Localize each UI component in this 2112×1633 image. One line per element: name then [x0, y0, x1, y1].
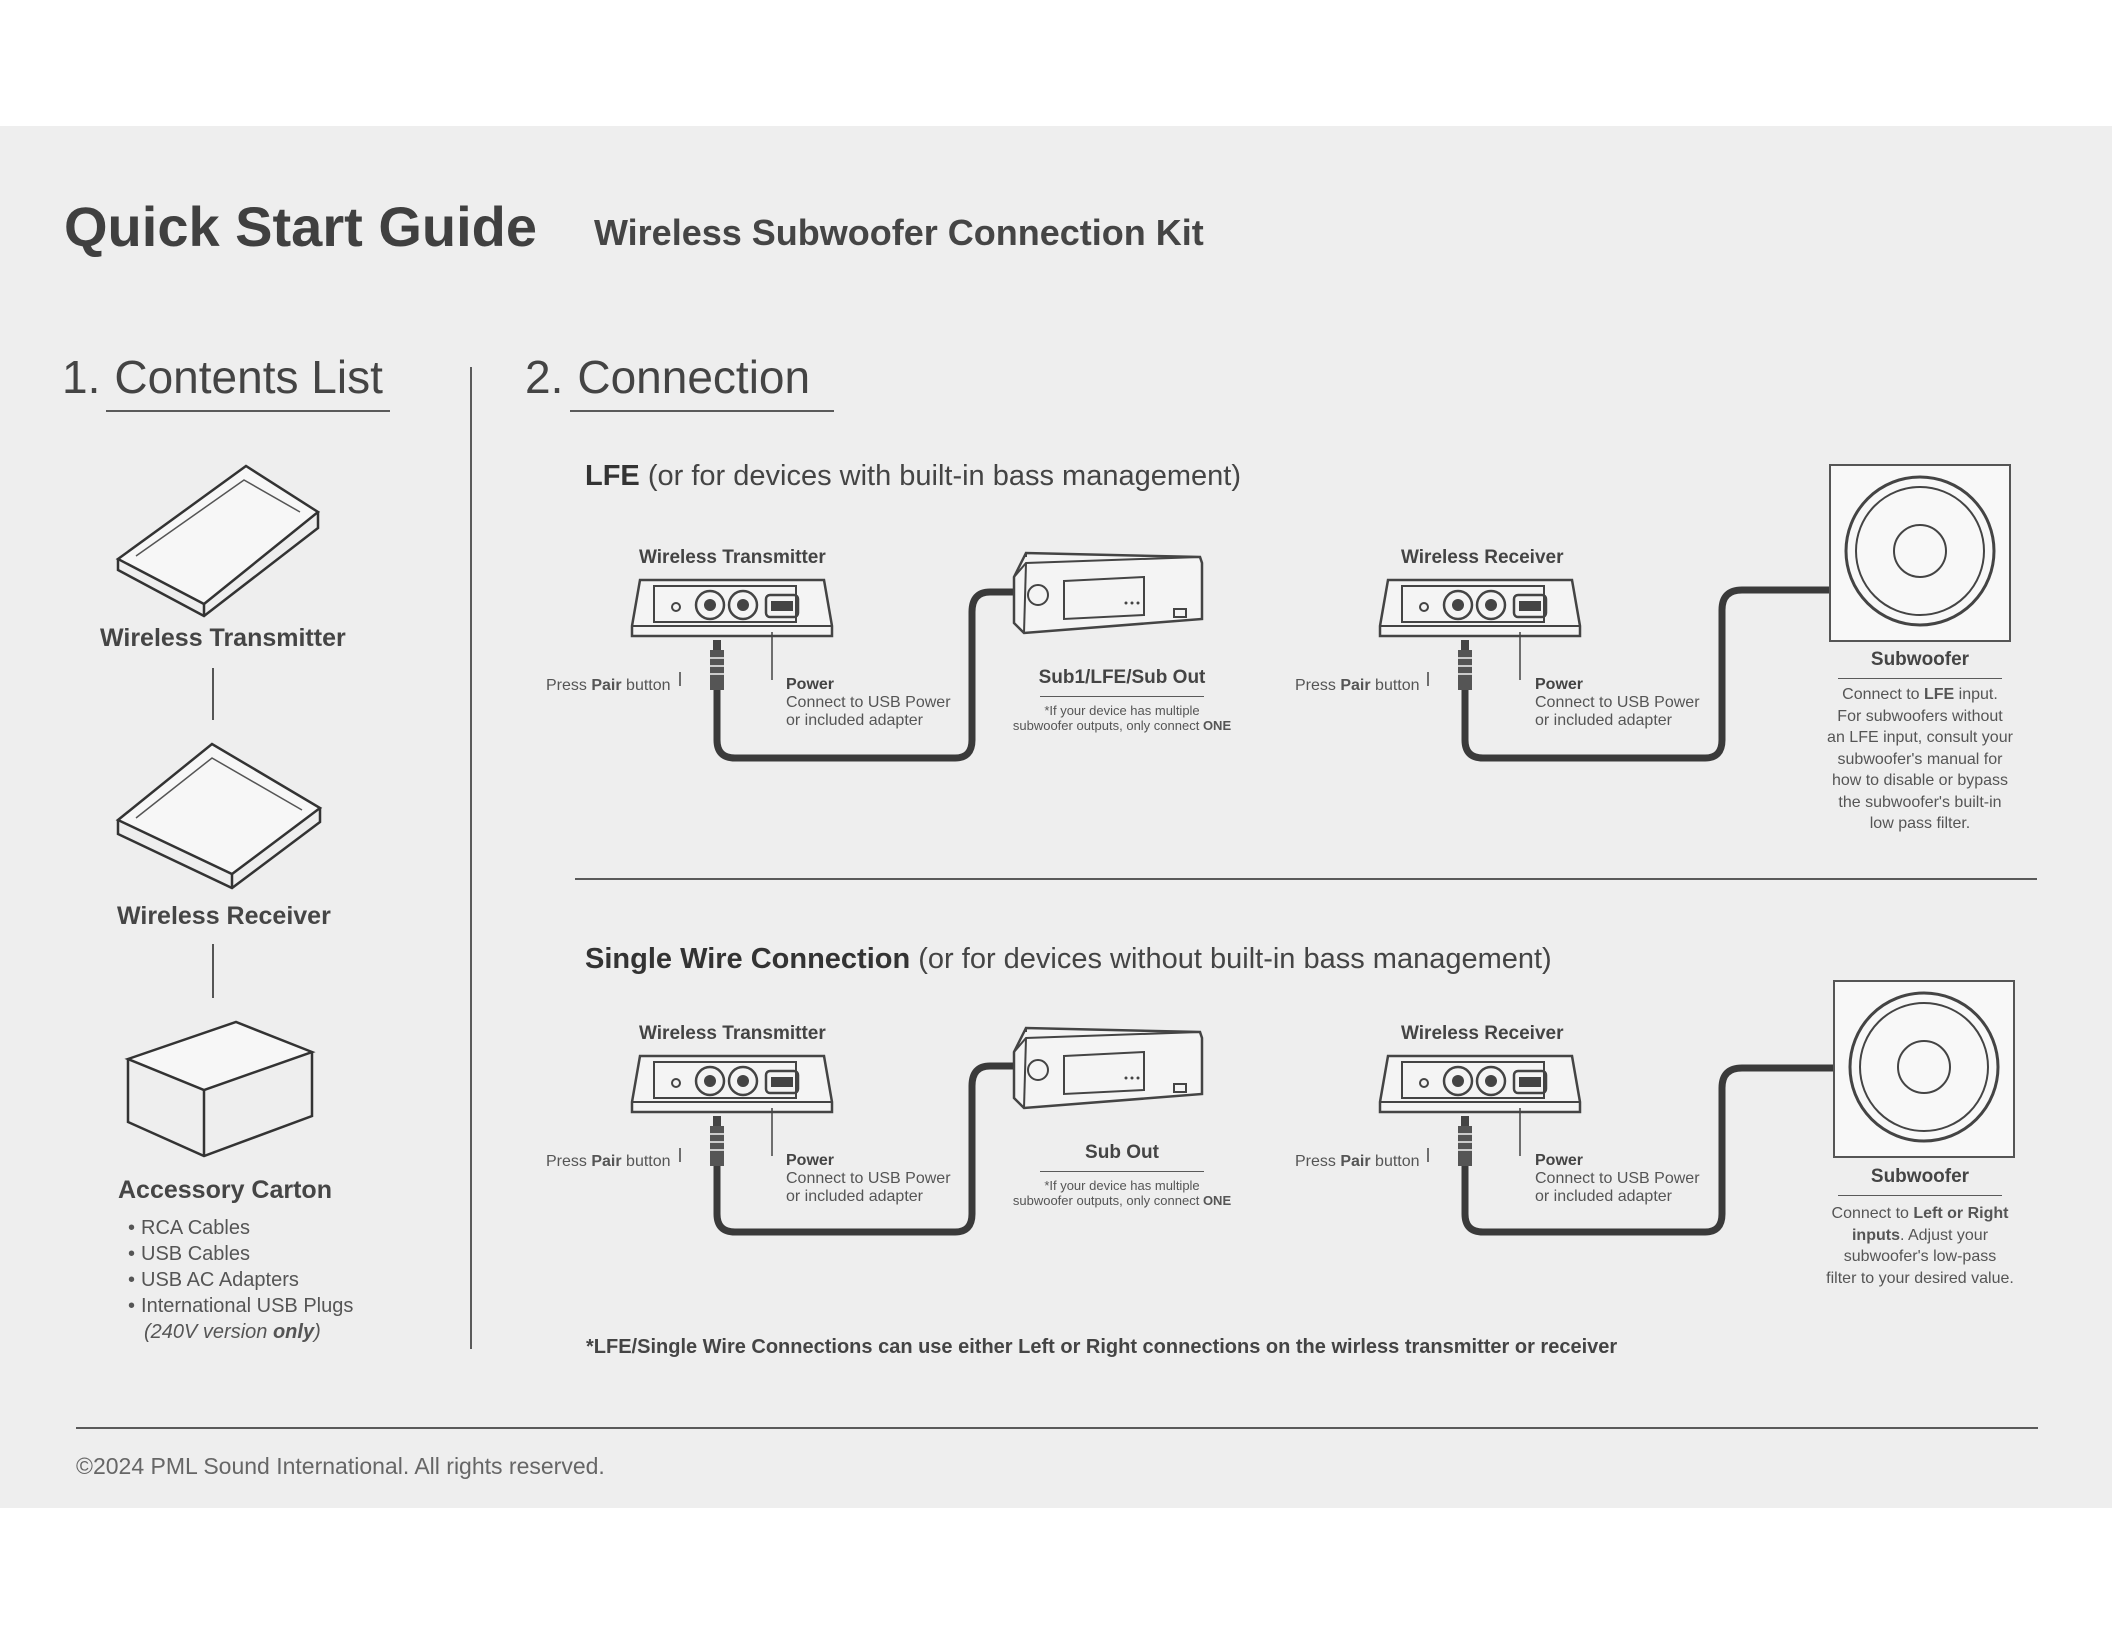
power-label: Power	[1535, 1152, 1584, 1169]
lfe-source-label: Sub1/LFE/Sub Out	[1038, 667, 1206, 688]
list-item: • International USB Plugs	[128, 1293, 353, 1319]
contents-number: 1.	[62, 351, 101, 403]
sub-note-suffix: input.	[1954, 686, 1998, 703]
list-item: • RCA Cables	[128, 1215, 353, 1241]
single-av-receiver-icon	[1014, 1028, 1202, 1108]
copyright-text: ©2024 PML Sound International. All rights reserved.	[76, 1453, 605, 1479]
sub-note-line: an LFE input, consult your	[1827, 729, 2013, 746]
sub-note-line: For subwoofers without	[1837, 707, 2003, 725]
power-line-2: or included adapter	[786, 1188, 923, 1205]
sub-note-line: the subwoofer's built-in	[1838, 793, 2002, 811]
single-subwoofer-icon	[1834, 981, 2014, 1157]
page-title: Quick Start Guide	[64, 195, 537, 258]
press-bold: Pair	[591, 677, 622, 694]
single-subwoofer-label: Subwoofer	[1870, 1166, 1970, 1187]
press-bold: Pair	[1340, 677, 1371, 694]
source-note-bold: ONE	[1202, 718, 1232, 733]
power-line-1: Connect to USB Power	[786, 1170, 951, 1187]
press-suffix: button	[621, 677, 671, 694]
transmitter-item-label: Wireless Transmitter	[100, 624, 346, 652]
sub-note-line: how to disable or bypass	[1831, 772, 2009, 789]
lfe-cables	[717, 590, 1830, 758]
press-prefix: Press	[546, 1153, 592, 1170]
press-prefix: Press	[1295, 677, 1341, 694]
sub-note-line: subwoofer's low-pass	[1843, 1248, 1997, 1265]
connection-title: Connection	[577, 351, 811, 403]
power-label: Power	[786, 676, 835, 693]
sub-note-prefix: Connect to	[1842, 686, 1924, 703]
lfe-transmitter-label: Wireless Transmitter	[639, 547, 826, 568]
receiver-drawing	[118, 744, 320, 888]
lfe-transmitter-icon	[632, 580, 832, 636]
sub-note-line: low pass filter.	[1869, 815, 1971, 832]
list-item: • USB Cables	[128, 1241, 353, 1267]
single-heading-bold: Single Wire Connection	[585, 943, 911, 975]
power-line-2: or included adapter	[786, 712, 923, 729]
single-transmitter-icon	[632, 1056, 832, 1112]
power-line-1: Connect to USB Power	[786, 694, 951, 711]
note-prefix: (240V version	[144, 1321, 273, 1343]
lfe-heading-bold: LFE	[585, 460, 640, 492]
note-emphasis: only	[272, 1321, 315, 1343]
sub-note-line: subwoofer's manual for	[1837, 750, 2003, 768]
lfe-receiver-icon	[1380, 580, 1580, 636]
lfe-subwoofer-label: Subwoofer	[1870, 649, 1970, 670]
press-suffix: button	[621, 1153, 671, 1170]
source-note-1: *If your device has multiple	[1044, 1178, 1200, 1193]
carton-item-label: Accessory Carton	[118, 1176, 332, 1204]
connection-number: 2.	[525, 351, 564, 403]
sub-note-line: filter to your desired value.	[1826, 1269, 2014, 1287]
source-note-2-text: subwoofer outputs, only connect	[1012, 718, 1203, 733]
lfe-tx-rca-plug-icon	[710, 640, 724, 690]
lfe-subwoofer-icon	[1830, 465, 2010, 641]
single-heading-rest: (or for devices without built-in bass management)	[910, 943, 1552, 975]
single-source-label: Sub Out	[1085, 1142, 1159, 1163]
power-line-2: or included adapter	[1535, 712, 1672, 729]
power-label: Power	[1535, 676, 1584, 693]
connection-footnote: *LFE/Single Wire Connections can use either Left or Right connections on the wirless transmitter or receiver	[586, 1336, 1618, 1358]
sub-note-bold-2: inputs	[1851, 1226, 1900, 1244]
press-suffix: button	[1370, 1153, 1420, 1170]
source-note-2-text: subwoofer outputs, only connect	[1012, 1193, 1203, 1208]
power-line-2: or included adapter	[1535, 1188, 1672, 1205]
single-receiver-label: Wireless Receiver	[1401, 1023, 1564, 1044]
list-item: • USB AC Adapters	[128, 1267, 353, 1293]
lfe-heading-rest: (or for devices with built-in bass management)	[639, 460, 1241, 492]
power-line-1: Connect to USB Power	[1535, 694, 1700, 711]
press-prefix: Press	[546, 677, 592, 694]
sub-note-prefix: Connect to	[1831, 1205, 1914, 1222]
note-suffix: )	[314, 1321, 321, 1343]
lfe-receiver-label: Wireless Receiver	[1401, 547, 1564, 568]
lfe-rx-rca-plug-icon	[1458, 640, 1472, 690]
press-bold: Pair	[1340, 1153, 1371, 1170]
transmitter-drawing	[118, 466, 318, 616]
single-receiver-icon	[1380, 1056, 1580, 1112]
sub-note-bold: Left or Right	[1913, 1205, 2009, 1222]
power-line-1: Connect to USB Power	[1535, 1170, 1700, 1187]
lfe-av-receiver-icon	[1014, 553, 1202, 633]
press-suffix: button	[1370, 677, 1420, 694]
carton-drawing	[128, 1022, 312, 1156]
page-subtitle: Wireless Subwoofer Connection Kit	[594, 212, 1204, 253]
sub-note-after: . Adjust your	[1899, 1226, 1989, 1244]
power-label: Power	[786, 1152, 835, 1169]
lfe-leader-lines	[680, 632, 1520, 686]
press-bold: Pair	[591, 1153, 622, 1170]
receiver-item-label: Wireless Receiver	[117, 902, 331, 930]
contents-title: Contents List	[114, 351, 383, 403]
single-tx-rca-plug-icon	[710, 1116, 724, 1166]
source-note-1: *If your device has multiple	[1044, 703, 1200, 718]
press-prefix: Press	[1295, 1153, 1341, 1170]
source-note-bold: ONE	[1202, 1193, 1232, 1208]
single-rx-rca-plug-icon	[1458, 1116, 1472, 1166]
sub-note-bold: LFE	[1924, 686, 1955, 703]
single-leader-lines	[680, 1108, 1520, 1162]
single-cables	[717, 1066, 1834, 1232]
single-transmitter-label: Wireless Transmitter	[639, 1023, 826, 1044]
